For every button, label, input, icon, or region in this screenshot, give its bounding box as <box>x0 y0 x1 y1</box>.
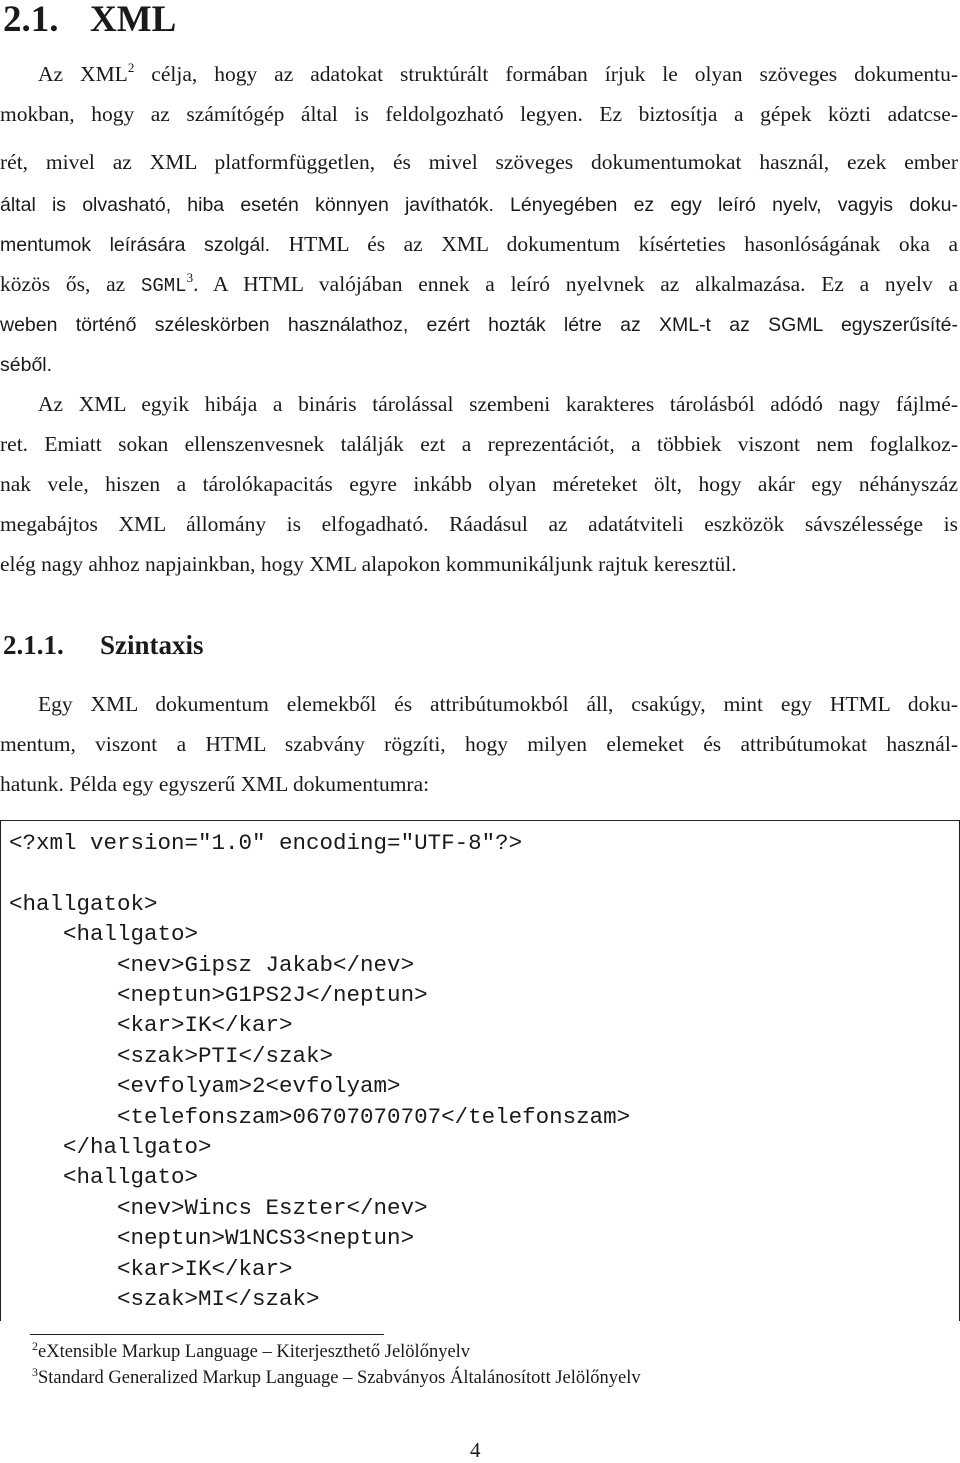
paragraph-line: mentum, viszont a HTML szabvány rögzíti, hogy milyen elemeket és attribútumokat használ- <box>0 732 958 756</box>
footnote-mark: 3 <box>32 1365 38 1379</box>
paragraph-line: megabájtos XML állomány is elfogadható. Ráadásul az adatátviteli eszközök sávszélessége is <box>0 512 958 536</box>
footnote: $^3$Standard Generalized Markup Language – Szabványos Általánosított Jelölőnyelv <box>32 1365 641 1388</box>
section-heading <box>3 0 176 40</box>
paragraph-line: Egy XML dokumentum elemekből és attribútumokból áll, csakúgy, mint egy HTML doku- <box>38 692 958 716</box>
subsection-title: Szintaxis <box>100 630 204 660</box>
paragraph-line: mokban, hogy az számítógép által is feldolgozható legyen. Ez biztosítja a gépek közti adatcse- <box>0 102 958 126</box>
paragraph-line: elég nagy ahhoz napjainkban, hogy XML alapokon kommunikáljunk rajtuk keresztül. <box>0 552 737 576</box>
footnote-divider <box>30 1334 384 1335</box>
section-number: 2.1. <box>3 0 59 40</box>
paragraph-line: nak vele, hiszen a tárolókapacitás egyre inkább olyan méreteket ölt, hogy akár egy néhányszáz <box>0 472 958 496</box>
paragraph-line: Az XML$^2$ célja, hogy az adatokat struktúrált formában írjuk le olyan szöveges dokumentu- <box>38 60 958 86</box>
paragraph-line: hatunk. Példa egy egyszerű XML dokumentumra: <box>0 772 430 796</box>
paragraph-line: közös ős, az SGML$^3$. A HTML valójában ennek a leíró nyelvnek az alkalmazása. Ez a nyelv a <box>0 270 958 297</box>
subsection-number: 2.1.1. <box>3 630 64 660</box>
xml-code-listing: <?xml version="1.0" encoding="UTF-8"?> <hallgatok> <hallgato> <nev>Gipsz Jakab</nev> <neptun>G1PS2J</neptun> <kar>IK</kar> <szak>PTI</szak> <evfolyam>2<evfolyam> <telefonszam>06707070707</telefonszam> </hallgato> <hallgato> <nev>Wincs Eszter</nev> <neptun>W1NCS3<neptun> <kar>IK</kar> <szak>MI</szak> <box>9 830 631 1313</box>
paragraph-line: által is olvasható, hiba esetén könnyen javíthatók. Lényegében ez egy leíró nyelv, vagyis doku- <box>0 194 958 216</box>
footnote-mark: 2 <box>32 1339 38 1353</box>
footnote: $^2$eXtensible Markup Language – Kiterjeszthető Jelölőnyelv <box>32 1339 471 1362</box>
paragraph-line: weben történő széleskörben használathoz, ezért hozták létre az XML-t az SGML egyszerűsíté- <box>0 314 958 336</box>
paragraph-line: ret. Emiatt sokan ellenszenvesnek találják ezt a reprezentációt, a többiek viszont nem foglalkoz- <box>0 432 958 456</box>
footnote-ref: 3 <box>186 270 194 285</box>
paragraph-line: séből. <box>0 354 53 376</box>
paragraph-line: rét, mivel az XML platformfüggetlen, és mivel szöveges dokumentumokat használ, ezek ember <box>0 150 958 174</box>
subsection-heading <box>3 628 204 662</box>
paragraph-line: mentumok leírására szolgál. HTML és az XML dokumentum kísérteties hasonlóságának oka a <box>0 232 958 256</box>
footnote-ref: 2 <box>127 60 135 75</box>
paragraph-line: Az XML egyik hibája a bináris tárolással szembeni karakteres tárolásból adódó nagy fájlmé- <box>38 392 958 416</box>
section-title: XML <box>90 0 177 40</box>
page-number: 4 <box>470 1438 481 1462</box>
inline-code: SGML <box>140 275 187 297</box>
